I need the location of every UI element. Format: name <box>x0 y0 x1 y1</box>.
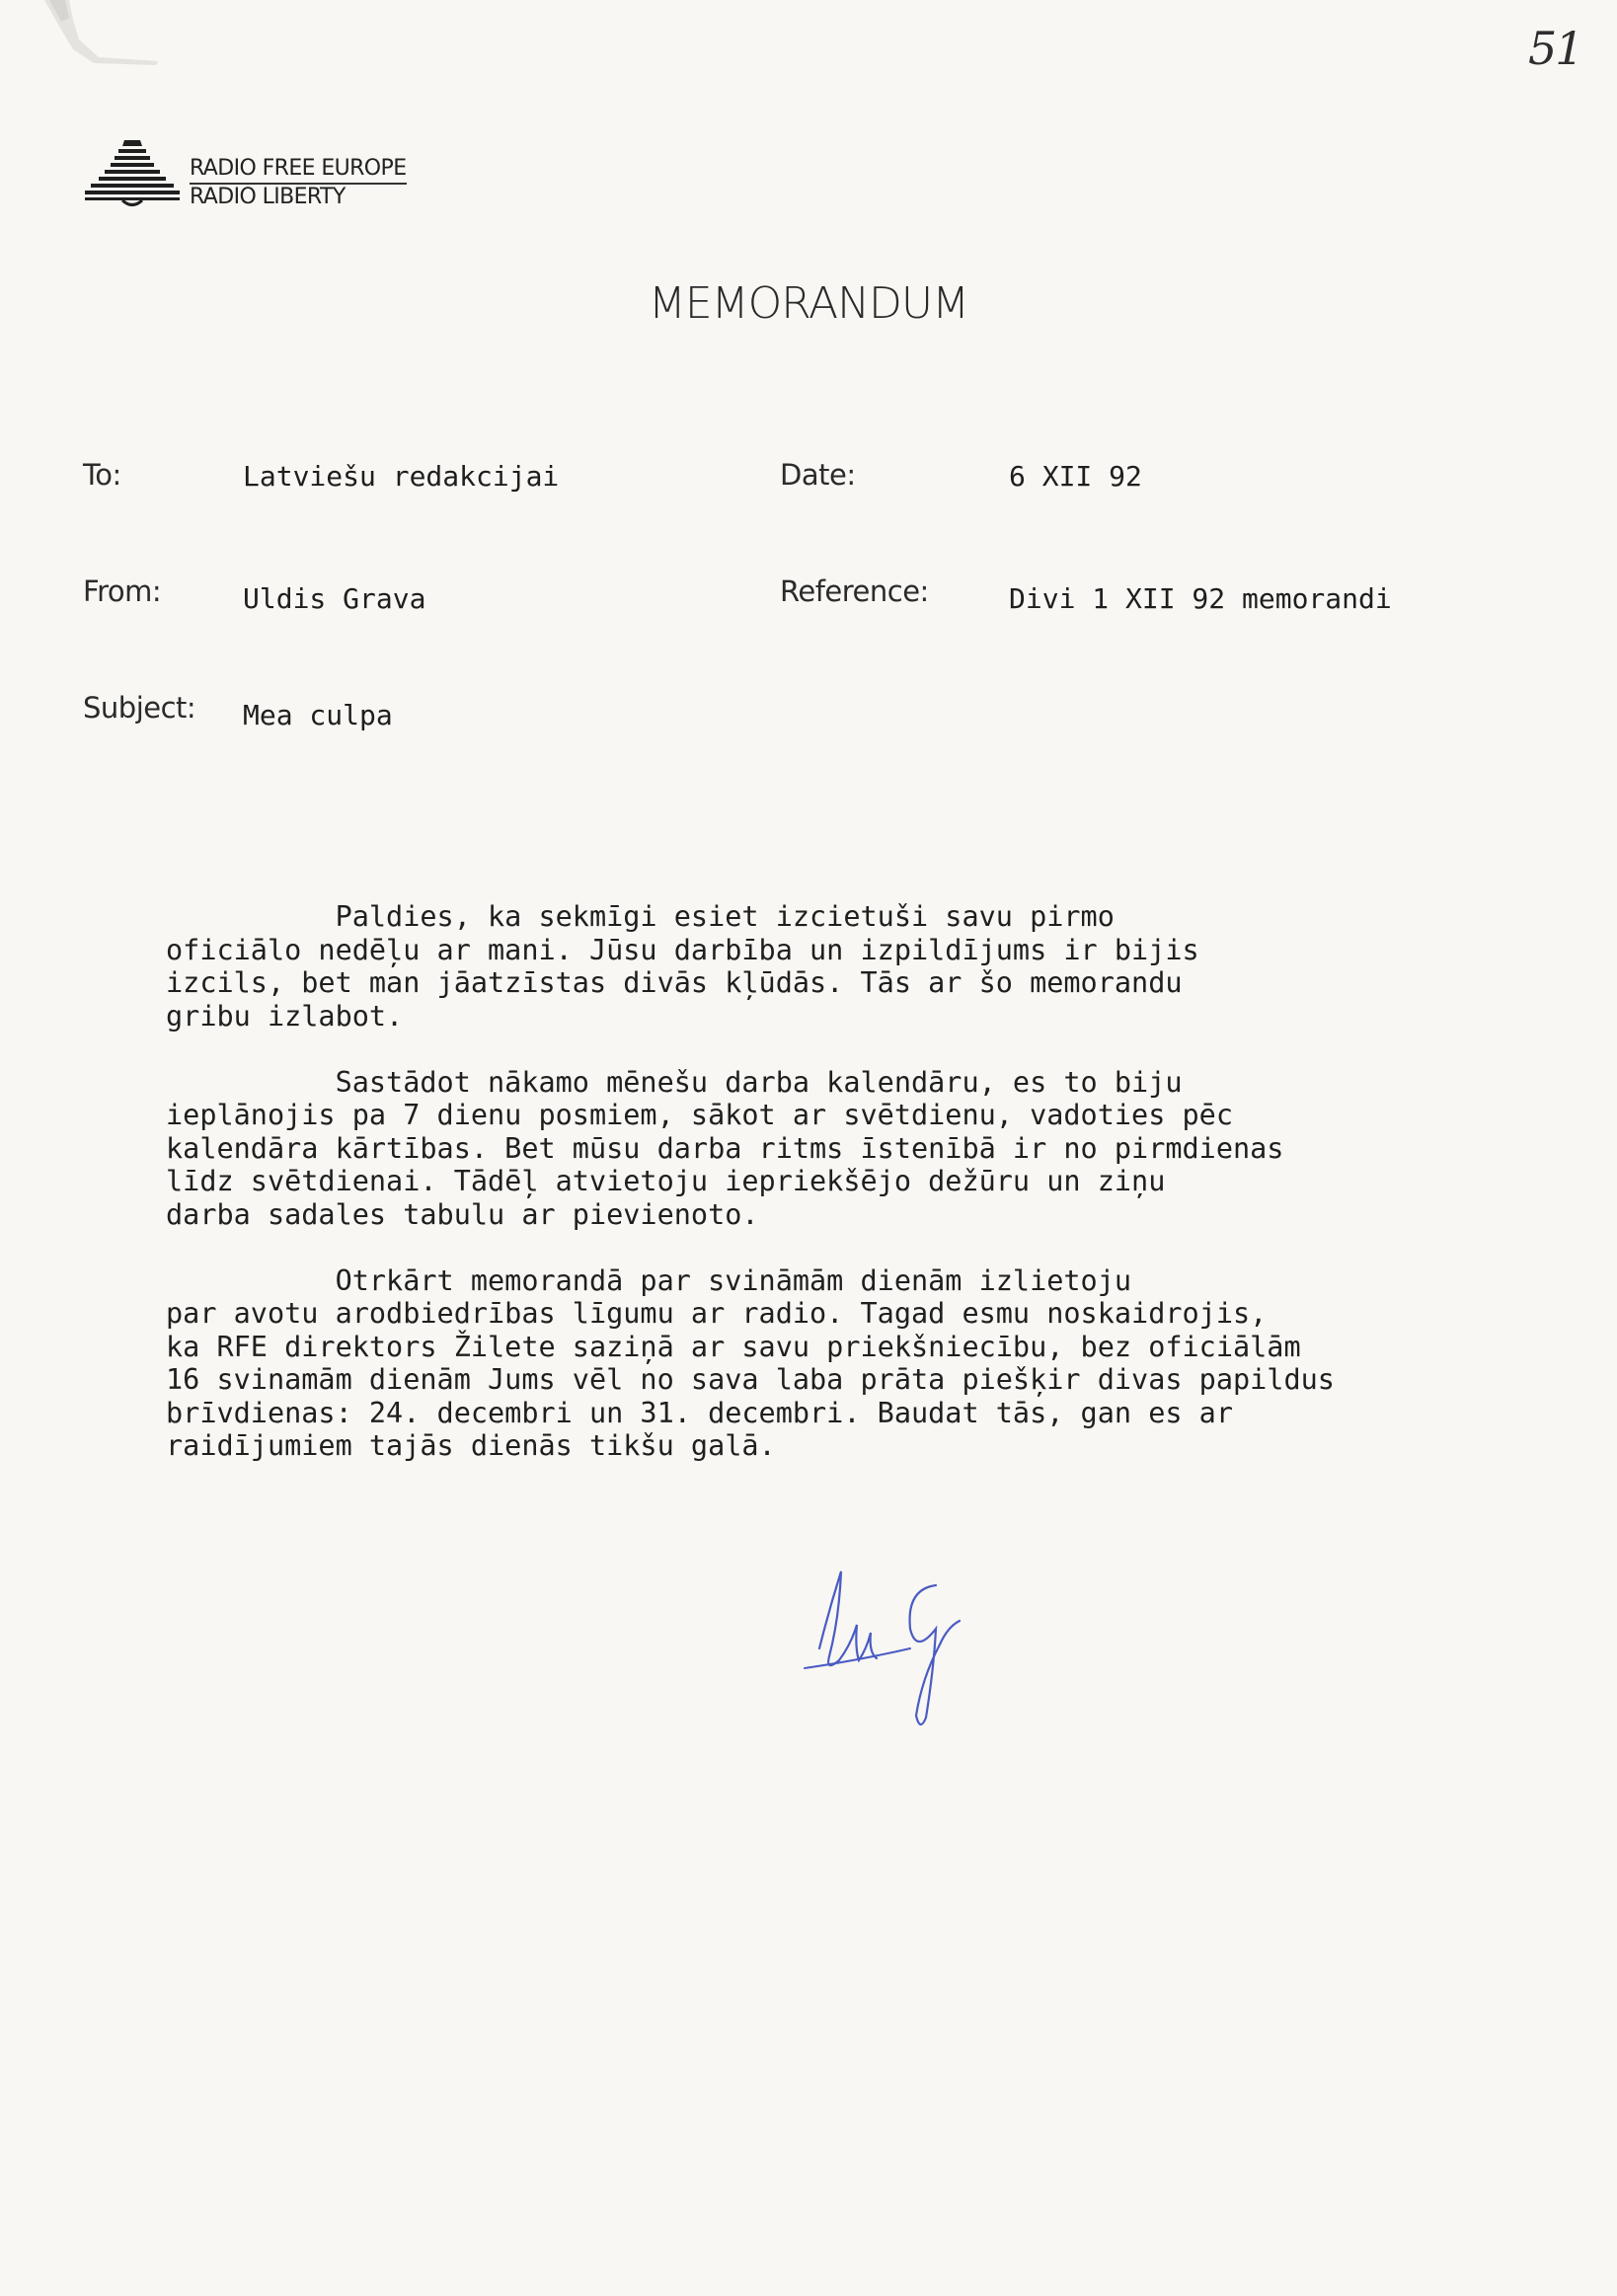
logo-line-1: RADIO FREE EUROPE <box>190 156 407 185</box>
to-label: To: <box>83 458 121 492</box>
to-value: Latviešu redakcijai <box>243 460 560 493</box>
subject-value: Mea culpa <box>243 699 393 731</box>
body-paragraph-2: Sastādot nākamo mēnešu darba kalendāru, es to biju ieplānojis pa 7 dienu posmiem, sākot ar svētdienu, vadoties pēc kalendāra kārtības. Bet mūsu darba ritms īstenībā ir no pirmdienas līdz svētdienai. Tādēļ atvietoju iepriekšējo dežūru un ziņu darba sadales tabulu ar pievienoto. <box>166 1065 1284 1231</box>
from-value: Uldis Grava <box>243 582 426 615</box>
date-value: 6 XII 92 <box>1009 460 1142 493</box>
rferl-logo <box>83 138 498 217</box>
memo-body <box>166 900 1489 1495</box>
reference-label: Reference: <box>780 574 929 608</box>
page-title: MEMORANDUM <box>648 278 969 329</box>
logo-line-2: RADIO LIBERTY <box>190 185 346 209</box>
handwritten-signature <box>800 1550 997 1737</box>
body-paragraph-3: Otrkārt memorandā par svināmām dienām izlietoju par avotu arodbiedrības līgumu ar radio. Tagad esmu noskaidrojis, ka RFE direktors Žilete saziņā ar savu priekšniecību, bez oficiālām 16 svinamām dienām Jums vēl no sava laba prāta piešķir divas papildus brīvdienas: 24. decembri un 31. decembri. Baudat tās, gan es ar raidījumiem tajās dienās tikšu galā. <box>166 1263 1335 1462</box>
subject-label: Subject: <box>83 691 196 725</box>
body-paragraph-1: Paldies, ka sekmīgi esiet izcietuši savu pirmo oficiālo nedēļu ar mani. Jūsu darbība un izpildījums ir bijis izcils, bet man jāatzīstas divās kļūdās. Tās ar šo memorandu gribu izlabot. <box>166 900 1199 1033</box>
page-number: 51 <box>1528 22 1582 75</box>
reference-value: Divi 1 XII 92 memorandi <box>1009 582 1392 615</box>
corner-smudge <box>39 0 168 69</box>
from-label: From: <box>83 574 162 608</box>
date-label: Date: <box>780 458 856 492</box>
bell-tower-logo-icon <box>83 138 182 217</box>
